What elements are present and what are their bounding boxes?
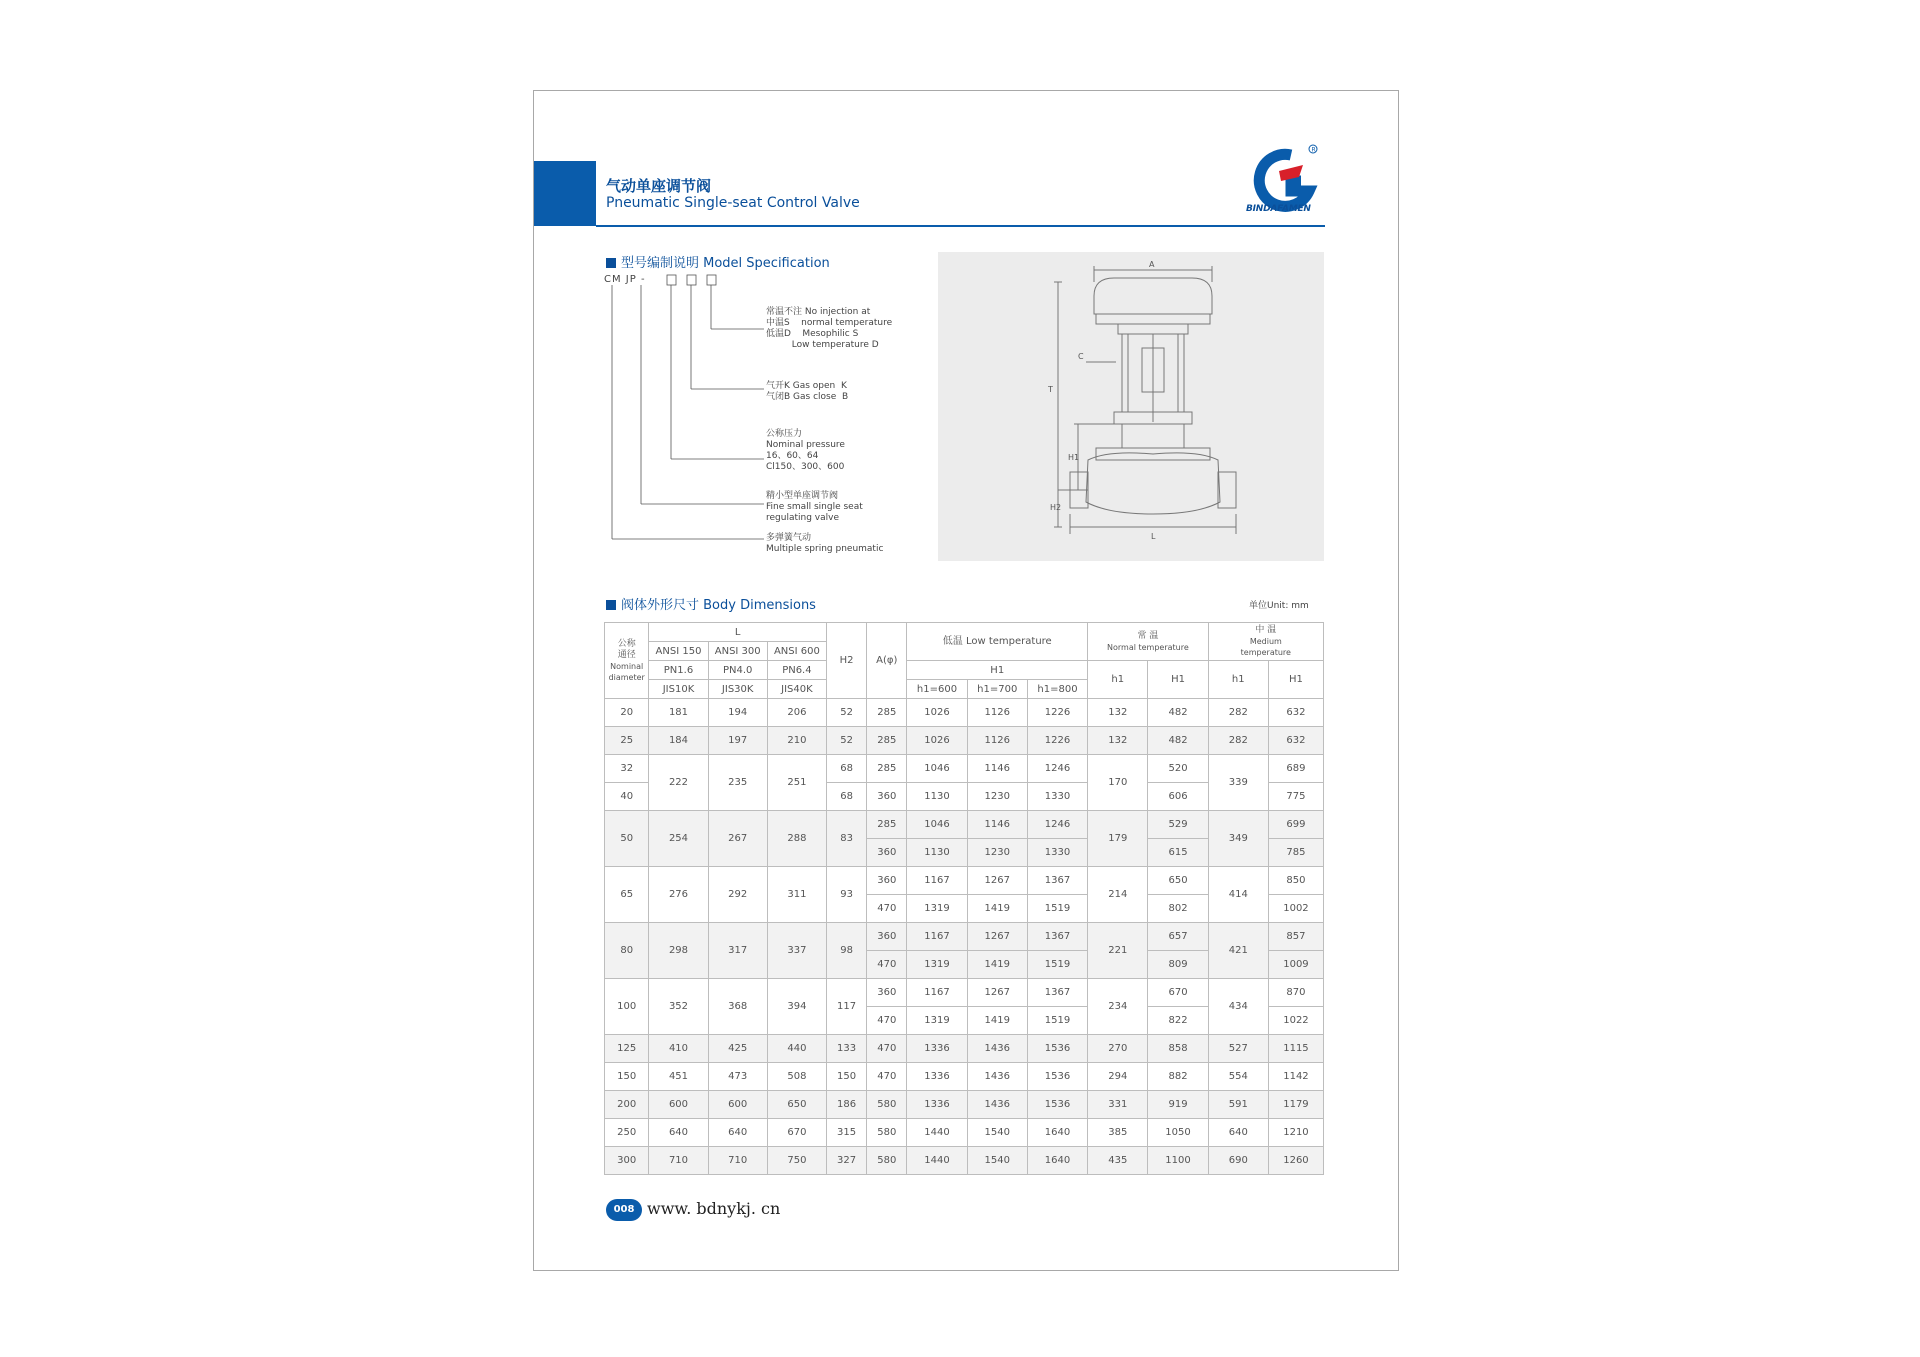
table-cell: 580	[867, 1091, 907, 1119]
valve-drawing	[938, 252, 1324, 561]
table-cell: 1319	[907, 1007, 967, 1035]
table-cell: 1536	[1027, 1035, 1087, 1063]
table-cell: 482	[1148, 699, 1208, 727]
table-cell: 1440	[907, 1119, 967, 1147]
col-h800-header: h1=800	[1027, 680, 1087, 699]
col-l-header: L	[649, 623, 827, 642]
table-cell: 132	[1088, 727, 1148, 755]
table-cell: 1519	[1027, 895, 1087, 923]
table-cell: 221	[1088, 923, 1148, 979]
table-cell: 200	[605, 1091, 649, 1119]
table-cell: 1046	[907, 811, 967, 839]
table-cell: 451	[649, 1063, 708, 1091]
body-dims-heading-text: 阀体外形尺寸 Body Dimensions	[621, 598, 816, 613]
nominal-diameter-zh: 公称 通径	[617, 638, 636, 660]
table-cell: 580	[867, 1119, 907, 1147]
col-medium-h1-header: H1	[1268, 661, 1323, 699]
table-cell: 470	[867, 1035, 907, 1063]
table-cell: 508	[767, 1063, 826, 1091]
col-jis30-header: JIS30K	[708, 680, 767, 699]
svg-text:R: R	[1311, 146, 1316, 154]
table-cell: 50	[605, 811, 649, 867]
table-cell: 785	[1268, 839, 1323, 867]
table-row	[605, 811, 1324, 839]
table-cell: 360	[867, 783, 907, 811]
table-cell: 670	[1148, 979, 1208, 1007]
table-cell: 68	[827, 783, 867, 811]
table-cell: 1142	[1268, 1063, 1323, 1091]
diagram-label-c: C	[1078, 352, 1084, 361]
table-cell: 1230	[967, 783, 1027, 811]
col-jis10-header: JIS10K	[649, 680, 708, 699]
table-cell: 360	[867, 923, 907, 951]
table-cell: 235	[708, 755, 767, 811]
table-cell: 222	[649, 755, 708, 811]
col-low-h1-header: H1	[907, 661, 1088, 680]
table-cell: 690	[1208, 1147, 1268, 1175]
diagram-label-a: A	[1149, 260, 1155, 269]
table-cell: 632	[1268, 699, 1323, 727]
table-cell: 1367	[1027, 867, 1087, 895]
table-cell: 394	[767, 979, 826, 1035]
table-cell: 360	[867, 839, 907, 867]
table-cell: 1002	[1268, 895, 1323, 923]
col-a-header: A(φ)	[867, 623, 907, 699]
table-body	[605, 699, 1324, 1175]
col-medium-h1-small-header: h1	[1208, 661, 1268, 699]
table-cell: 1640	[1027, 1119, 1087, 1147]
normal-temp-en: Normal temperature	[1107, 642, 1189, 652]
col-h600-header: h1=600	[907, 680, 967, 699]
table-cell: 292	[708, 867, 767, 923]
table-cell: 580	[867, 1147, 907, 1175]
table-cell: 360	[867, 867, 907, 895]
table-cell: 591	[1208, 1091, 1268, 1119]
table-cell: 640	[1208, 1119, 1268, 1147]
header-divider	[596, 225, 1325, 227]
table-cell: 83	[827, 811, 867, 867]
table-cell: 657	[1148, 923, 1208, 951]
table-cell: 1436	[967, 1091, 1027, 1119]
table-cell: 206	[767, 699, 826, 727]
table-row	[605, 699, 1324, 727]
table-cell: 300	[605, 1147, 649, 1175]
table-cell: 214	[1088, 867, 1148, 923]
table-cell: 1519	[1027, 951, 1087, 979]
table-cell: 181	[649, 699, 708, 727]
table-cell: 327	[827, 1147, 867, 1175]
table-cell: 650	[1148, 867, 1208, 895]
table-row	[605, 867, 1324, 895]
table-cell: 615	[1148, 839, 1208, 867]
table-cell: 470	[867, 895, 907, 923]
table-cell: 352	[649, 979, 708, 1035]
table-cell: 150	[605, 1063, 649, 1091]
table-cell: 670	[767, 1119, 826, 1147]
table-cell: 1146	[967, 755, 1027, 783]
table-cell: 254	[649, 811, 708, 867]
medium-temp-en: Medium temperature	[1240, 637, 1291, 657]
table-cell: 1046	[907, 755, 967, 783]
table-cell: 600	[708, 1091, 767, 1119]
table-cell: 1336	[907, 1063, 967, 1091]
table-cell: 434	[1208, 979, 1268, 1035]
table-cell: 1367	[1027, 979, 1087, 1007]
table-cell: 125	[605, 1035, 649, 1063]
table-cell: 132	[1088, 699, 1148, 727]
table-cell: 606	[1148, 783, 1208, 811]
table-cell: 100	[605, 979, 649, 1035]
table-cell: 1260	[1268, 1147, 1323, 1175]
table-cell: 1115	[1268, 1035, 1323, 1063]
nominal-diameter-en: Nominal diameter	[608, 661, 645, 682]
table-cell: 68	[827, 755, 867, 783]
table-cell: 710	[649, 1147, 708, 1175]
table-cell: 689	[1268, 755, 1323, 783]
page-number-badge: 008	[606, 1199, 642, 1221]
table-cell: 520	[1148, 755, 1208, 783]
table-cell: 710	[708, 1147, 767, 1175]
table-cell: 360	[867, 979, 907, 1007]
table-header-row	[605, 623, 1324, 642]
table-cell: 529	[1148, 811, 1208, 839]
table-row	[605, 755, 1324, 783]
table-cell: 1130	[907, 783, 967, 811]
table-cell: 285	[867, 727, 907, 755]
table-cell: 1146	[967, 811, 1027, 839]
table-cell: 1022	[1268, 1007, 1323, 1035]
table-cell: 640	[708, 1119, 767, 1147]
table-cell: 1009	[1268, 951, 1323, 979]
section-square-icon	[606, 258, 616, 268]
table-cell: 1419	[967, 951, 1027, 979]
header-color-block	[534, 161, 596, 226]
table-row	[605, 1035, 1324, 1063]
table-cell: 822	[1148, 1007, 1208, 1035]
diagram-label-t: T	[1048, 385, 1053, 394]
col-jis40-header: JIS40K	[767, 680, 826, 699]
table-cell: 473	[708, 1063, 767, 1091]
table-cell: 1330	[1027, 783, 1087, 811]
medium-temp-zh: 中 温	[1255, 625, 1277, 635]
table-cell: 414	[1208, 867, 1268, 923]
table-cell: 368	[708, 979, 767, 1035]
table-row	[605, 727, 1324, 755]
table-cell: 421	[1208, 923, 1268, 979]
col-ansi300-header: ANSI 300	[708, 642, 767, 661]
table-cell: 282	[1208, 727, 1268, 755]
table-cell: 1367	[1027, 923, 1087, 951]
table-cell: 410	[649, 1035, 708, 1063]
col-normal-h1-header: H1	[1148, 661, 1208, 699]
table-cell: 1319	[907, 895, 967, 923]
table-cell: 1179	[1268, 1091, 1323, 1119]
diagram-label-h1: H1	[1068, 453, 1080, 462]
diagram-label-h2: H2	[1050, 503, 1062, 512]
table-cell: 1130	[907, 839, 967, 867]
table-cell: 1210	[1268, 1119, 1323, 1147]
model-code: CM JP -	[604, 274, 646, 285]
table-cell: 317	[708, 923, 767, 979]
table-cell: 1540	[967, 1147, 1027, 1175]
table-cell: 186	[827, 1091, 867, 1119]
spec-gas-action: 气开K Gas open K 气闭B Gas close B	[766, 381, 849, 402]
table-cell: 179	[1088, 811, 1148, 867]
spec-actuator: 多弹簧气动 Multiple spring pneumatic	[766, 533, 884, 554]
table-cell: 1230	[967, 839, 1027, 867]
table-cell: 349	[1208, 811, 1268, 867]
col-ansi600-header: ANSI 600	[767, 642, 826, 661]
table-cell: 1167	[907, 979, 967, 1007]
table-cell: 52	[827, 727, 867, 755]
table-cell: 470	[867, 951, 907, 979]
table-cell: 1126	[967, 699, 1027, 727]
table-cell: 470	[867, 1007, 907, 1035]
table-cell: 1536	[1027, 1091, 1087, 1119]
table-cell: 435	[1088, 1147, 1148, 1175]
table-cell: 270	[1088, 1035, 1148, 1063]
table-cell: 267	[708, 811, 767, 867]
spec-nominal-pressure: 公称压力 Nominal pressure 16、60、64 Cl150、300、600	[766, 429, 845, 472]
table-cell: 288	[767, 811, 826, 867]
table-cell: 1226	[1027, 699, 1087, 727]
body-dims-heading	[606, 594, 816, 613]
table-cell: 1267	[967, 979, 1027, 1007]
table-cell: 40	[605, 783, 649, 811]
table-cell: 1536	[1027, 1063, 1087, 1091]
table-cell: 285	[867, 811, 907, 839]
table-cell: 775	[1268, 783, 1323, 811]
table-cell: 311	[767, 867, 826, 923]
table-cell: 339	[1208, 755, 1268, 811]
table-cell: 298	[649, 923, 708, 979]
normal-temp-zh: 常 温	[1137, 630, 1159, 641]
table-row	[605, 923, 1324, 951]
table-cell: 276	[649, 867, 708, 923]
table-cell: 802	[1148, 895, 1208, 923]
table-cell: 315	[827, 1119, 867, 1147]
spec-valve-type: 精小型单座调节阀 Fine small single seat regulating valve	[766, 491, 863, 523]
section-square-icon	[606, 600, 616, 610]
page-title-zh: 气动单座调节阀	[606, 177, 712, 195]
table-cell: 20	[605, 699, 649, 727]
table-cell: 1319	[907, 951, 967, 979]
col-h700-header: h1=700	[967, 680, 1027, 699]
table-cell: 282	[1208, 699, 1268, 727]
table-cell: 1167	[907, 923, 967, 951]
table-row	[605, 1147, 1324, 1175]
table-cell: 1436	[967, 1063, 1027, 1091]
table-cell: 919	[1148, 1091, 1208, 1119]
table-cell: 750	[767, 1147, 826, 1175]
table-cell: 250	[605, 1119, 649, 1147]
table-cell: 858	[1148, 1035, 1208, 1063]
website-url[interactable]: www. bdnykj. cn	[647, 1199, 781, 1218]
table-cell: 1419	[967, 1007, 1027, 1035]
table-cell: 194	[708, 699, 767, 727]
table-cell: 1330	[1027, 839, 1087, 867]
table-cell: 170	[1088, 755, 1148, 811]
table-cell: 1436	[967, 1035, 1027, 1063]
table-cell: 1419	[967, 895, 1027, 923]
table-cell: 1026	[907, 699, 967, 727]
table-row	[605, 979, 1324, 1007]
table-cell: 882	[1148, 1063, 1208, 1091]
table-cell: 1050	[1148, 1119, 1208, 1147]
table-cell: 850	[1268, 867, 1323, 895]
col-medium-temp-header	[1208, 623, 1323, 661]
table-cell: 1267	[967, 923, 1027, 951]
model-spec-heading-text: 型号编制说明 Model Specification	[621, 256, 830, 271]
body-dimensions-table	[604, 622, 1324, 1175]
table-cell: 25	[605, 727, 649, 755]
table-cell: 1167	[907, 867, 967, 895]
table-cell: 210	[767, 727, 826, 755]
table-cell: 857	[1268, 923, 1323, 951]
table-row	[605, 1119, 1324, 1147]
table-cell: 1126	[967, 727, 1027, 755]
page-title-en: Pneumatic Single-seat Control Valve	[606, 195, 860, 211]
table-cell: 527	[1208, 1035, 1268, 1063]
table-cell: 385	[1088, 1119, 1148, 1147]
table-cell: 1026	[907, 727, 967, 755]
table-cell: 98	[827, 923, 867, 979]
catalog-page	[533, 90, 1399, 1271]
col-normal-h1-small-header: h1	[1088, 661, 1148, 699]
table-cell: 1440	[907, 1147, 967, 1175]
table-cell: 251	[767, 755, 826, 811]
table-cell: 52	[827, 699, 867, 727]
table-cell: 65	[605, 867, 649, 923]
table-cell: 699	[1268, 811, 1323, 839]
table-cell: 32	[605, 755, 649, 783]
table-cell: 1519	[1027, 1007, 1087, 1035]
table-row	[605, 1091, 1324, 1119]
table-cell: 1226	[1027, 727, 1087, 755]
table-cell: 234	[1088, 979, 1148, 1035]
table-cell: 80	[605, 923, 649, 979]
table-cell: 294	[1088, 1063, 1148, 1091]
table-cell: 285	[867, 755, 907, 783]
table-cell: 640	[649, 1119, 708, 1147]
brand-name: BINDAFAMEN	[1246, 204, 1311, 214]
table-header-row	[605, 661, 1324, 680]
table-cell: 337	[767, 923, 826, 979]
spec-temperature: 常温不注 No injection at 中温S normal temperature 低温D Mesophilic S Low temperature D	[766, 307, 893, 350]
table-cell: 425	[708, 1035, 767, 1063]
diagram-label-l: L	[1151, 532, 1156, 541]
table-cell: 197	[708, 727, 767, 755]
col-h2-header: H2	[827, 623, 867, 699]
table-cell: 1246	[1027, 811, 1087, 839]
table-cell: 600	[649, 1091, 708, 1119]
table-cell: 632	[1268, 727, 1323, 755]
table-cell: 1267	[967, 867, 1027, 895]
col-normal-temp-header	[1088, 623, 1209, 661]
col-pn40-header: PN4.0	[708, 661, 767, 680]
table-cell: 1246	[1027, 755, 1087, 783]
table-cell: 1336	[907, 1091, 967, 1119]
table-cell: 117	[827, 979, 867, 1035]
unit-label: 单位Unit: mm	[1249, 601, 1309, 611]
col-pn16-header: PN1.6	[649, 661, 708, 680]
table-cell: 285	[867, 699, 907, 727]
table-cell: 440	[767, 1035, 826, 1063]
model-spec-heading	[606, 252, 830, 271]
table-cell: 470	[867, 1063, 907, 1091]
table-cell: 93	[827, 867, 867, 923]
table-cell: 150	[827, 1063, 867, 1091]
table-cell: 870	[1268, 979, 1323, 1007]
valve-dimension-drawing-icon	[938, 252, 1324, 561]
table-cell: 133	[827, 1035, 867, 1063]
table-cell: 809	[1148, 951, 1208, 979]
col-ansi150-header: ANSI 150	[649, 642, 708, 661]
col-low-temp-header: 低温 Low temperature	[907, 623, 1088, 661]
table-cell: 482	[1148, 727, 1208, 755]
table-cell: 184	[649, 727, 708, 755]
table-cell: 1640	[1027, 1147, 1087, 1175]
table-cell: 650	[767, 1091, 826, 1119]
col-pn64-header: PN6.4	[767, 661, 826, 680]
table-cell: 1100	[1148, 1147, 1208, 1175]
table-cell: 554	[1208, 1063, 1268, 1091]
nominal-diameter-header	[605, 623, 649, 699]
table-row	[605, 1063, 1324, 1091]
table-cell: 331	[1088, 1091, 1148, 1119]
table-cell: 1336	[907, 1035, 967, 1063]
table-cell: 1540	[967, 1119, 1027, 1147]
